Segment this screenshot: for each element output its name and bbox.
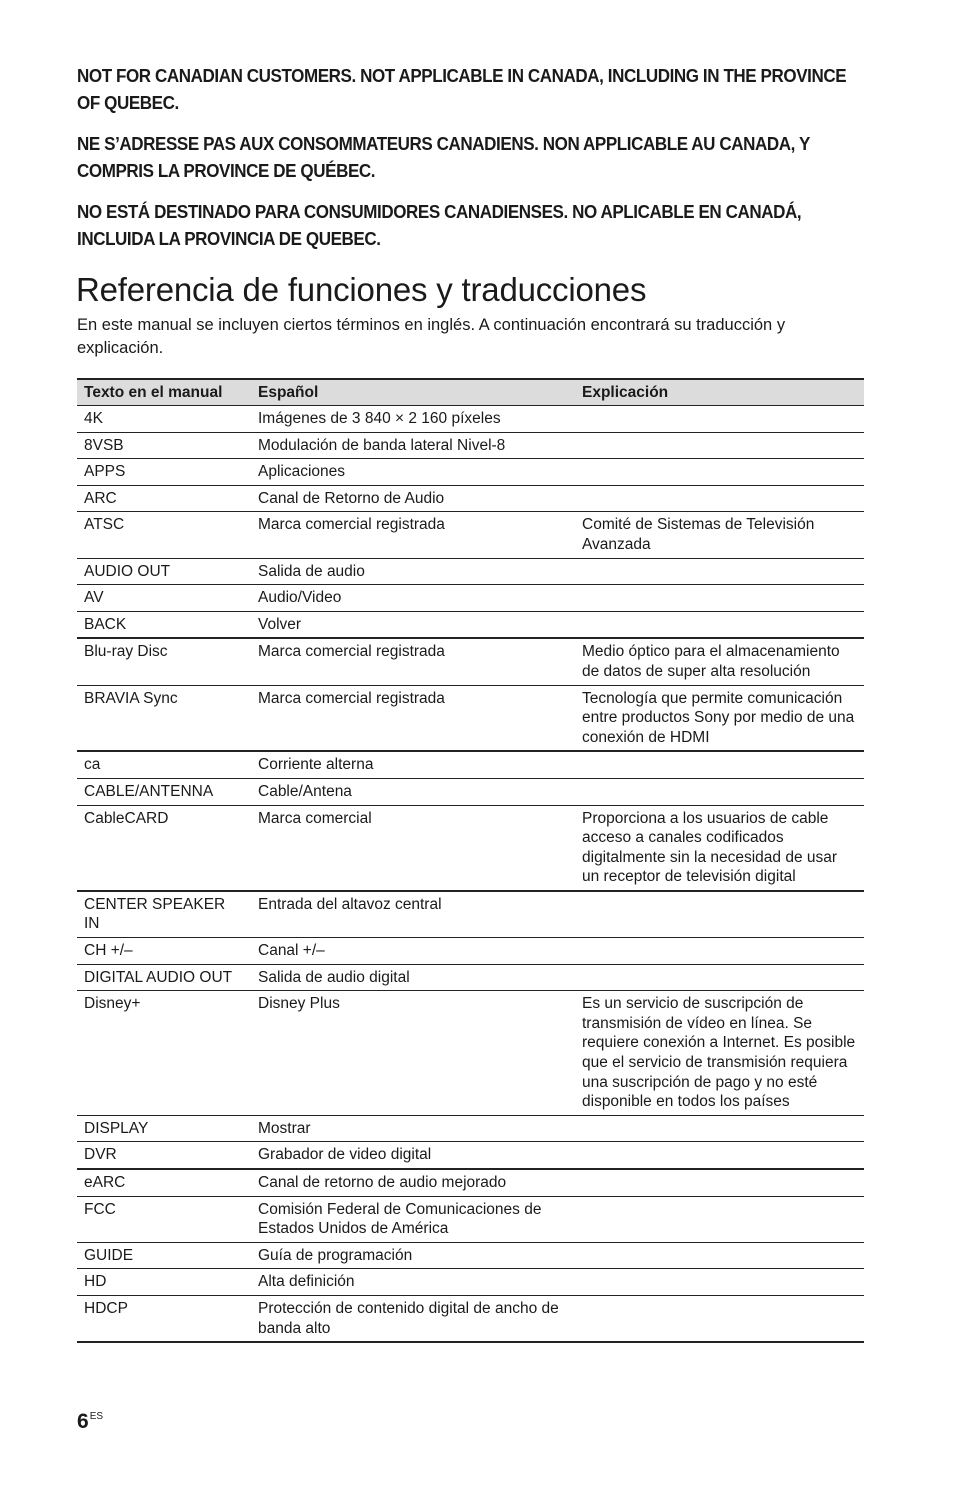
cell-manual-text: BRAVIA Sync — [77, 685, 251, 751]
cell-spanish: Grabador de video digital — [251, 1142, 575, 1169]
table-row — [77, 1169, 864, 1196]
cell-spanish: Marca comercial registrada — [251, 638, 575, 685]
cell-explanation — [575, 1269, 864, 1296]
table-row — [77, 512, 864, 558]
cell-explanation — [575, 432, 864, 459]
cell-explanation — [575, 558, 864, 585]
cell-explanation: Es un servicio de suscripción de transmisión de vídeo en línea. Se requiere conexión a Internet. Es posible que el servicio de transmisión requiera una suscripción de pago y no esté disponible en todos los países — [575, 991, 864, 1116]
cell-manual-text: AV — [77, 585, 251, 612]
header-manual-text: Texto en el manual — [77, 379, 251, 406]
cell-manual-text: Blu-ray Disc — [77, 638, 251, 685]
cell-manual-text: ATSC — [77, 512, 251, 558]
cell-manual-text: DVR — [77, 1142, 251, 1169]
cell-manual-text: CABLE/ANTENNA — [77, 778, 251, 805]
cell-explanation: Medio óptico para el almacenamiento de datos de super alta resolución — [575, 638, 864, 685]
cell-explanation — [575, 1142, 864, 1169]
cell-manual-text: CENTER SPEAKER IN — [77, 891, 251, 938]
table-row — [77, 611, 864, 638]
table-row — [77, 432, 864, 459]
cell-explanation: Proporciona a los usuarios de cable acceso a canales codificados digitalmente sin la necesidad de usar un receptor de televisión digital — [575, 805, 864, 891]
cell-manual-text: DISPLAY — [77, 1115, 251, 1142]
cell-manual-text: BACK — [77, 611, 251, 638]
cell-spanish: Salida de audio — [251, 558, 575, 585]
cell-manual-text: CableCARD — [77, 805, 251, 891]
cell-manual-text: HDCP — [77, 1295, 251, 1342]
cell-spanish: Marca comercial registrada — [251, 512, 575, 558]
cell-spanish: Comisión Federal de Comunicaciones de Estados Unidos de América — [251, 1196, 575, 1242]
cell-explanation — [575, 406, 864, 433]
cell-spanish: Mostrar — [251, 1115, 575, 1142]
cell-explanation — [575, 459, 864, 486]
table-header — [77, 379, 864, 406]
cell-spanish: Marca comercial — [251, 805, 575, 891]
table-row — [77, 1115, 864, 1142]
table-row — [77, 585, 864, 612]
notice-english: NOT FOR CANADIAN CUSTOMERS. NOT APPLICABLE IN CANADA, INCLUDING IN THE PROVINCE OF QUEBEC. — [77, 65, 847, 113]
notice-spanish: NO ESTÁ DESTINADO PARA CONSUMIDORES CANADIENSES. NO APLICABLE EN CANADÁ, INCLUIDA LA PROVINCIA DE QUEBEC. — [77, 201, 802, 249]
table-row — [77, 938, 864, 965]
intro-paragraph: En este manual se incluyen ciertos términos en inglés. A continuación encontrará su traducción y explicación. — [77, 316, 786, 357]
cell-manual-text: ARC — [77, 485, 251, 512]
table-row — [77, 891, 864, 938]
page-content — [77, 62, 864, 1343]
cell-spanish: Guía de programación — [251, 1242, 575, 1269]
table-row — [77, 459, 864, 486]
cell-spanish: Entrada del altavoz central — [251, 891, 575, 938]
cell-spanish: Alta definición — [251, 1269, 575, 1296]
header-spanish: Español — [251, 379, 575, 406]
table-row — [77, 406, 864, 433]
cell-manual-text: CH +/– — [77, 938, 251, 965]
cell-spanish: Aplicaciones — [251, 459, 575, 486]
cell-spanish: Modulación de banda lateral Nivel-8 — [251, 432, 575, 459]
cell-manual-text: 8VSB — [77, 432, 251, 459]
cell-explanation — [575, 1295, 864, 1342]
page-footer — [77, 1410, 103, 1434]
cell-manual-text: AUDIO OUT — [77, 558, 251, 585]
cell-explanation — [575, 611, 864, 638]
cell-explanation — [575, 938, 864, 965]
table-row — [77, 964, 864, 991]
cell-spanish: Disney Plus — [251, 991, 575, 1116]
notice-french: NE S’ADRESSE PAS AUX CONSOMMATEURS CANADIENS. NON APPLICABLE AU CANADA, Y COMPRIS LA PROVINCE DE QUÉBEC. — [77, 133, 810, 181]
cell-explanation — [575, 585, 864, 612]
table-row — [77, 1242, 864, 1269]
table-row — [77, 805, 864, 891]
table-row — [77, 1295, 864, 1342]
cell-spanish: Canal +/– — [251, 938, 575, 965]
cell-spanish: Imágenes de 3 840 × 2 160 píxeles — [251, 406, 575, 433]
cell-spanish: Corriente alterna — [251, 751, 575, 778]
cell-manual-text: GUIDE — [77, 1242, 251, 1269]
page-number: 6 — [77, 1410, 89, 1433]
cell-manual-text: 4K — [77, 406, 251, 433]
cell-manual-text: FCC — [77, 1196, 251, 1242]
cell-explanation: Comité de Sistemas de Televisión Avanzada — [575, 512, 864, 558]
table-row — [77, 685, 864, 751]
table-body — [77, 406, 864, 1343]
table-row — [77, 1269, 864, 1296]
cell-spanish: Audio/Video — [251, 585, 575, 612]
table-row — [77, 751, 864, 778]
cell-explanation: Tecnología que permite comunicación entre productos Sony por medio de una conexión de HDMI — [575, 685, 864, 751]
cell-spanish: Salida de audio digital — [251, 964, 575, 991]
page-title: Referencia de funciones y traducciones — [76, 271, 647, 308]
cell-explanation — [575, 964, 864, 991]
cell-manual-text: ca — [77, 751, 251, 778]
cell-manual-text: DIGITAL AUDIO OUT — [77, 964, 251, 991]
cell-explanation — [575, 1169, 864, 1196]
table-row — [77, 558, 864, 585]
cell-explanation — [575, 751, 864, 778]
cell-explanation — [575, 1115, 864, 1142]
cell-spanish: Canal de Retorno de Audio — [251, 485, 575, 512]
terms-table — [77, 378, 864, 1343]
table-row — [77, 778, 864, 805]
language-code: ES — [89, 1411, 104, 1422]
table-row — [77, 1196, 864, 1242]
table-row — [77, 638, 864, 685]
cell-manual-text: APPS — [77, 459, 251, 486]
cell-spanish: Volver — [251, 611, 575, 638]
cell-explanation — [575, 485, 864, 512]
cell-explanation — [575, 891, 864, 938]
cell-manual-text: HD — [77, 1269, 251, 1296]
cell-explanation — [575, 1242, 864, 1269]
cell-explanation — [575, 778, 864, 805]
table-row — [77, 1142, 864, 1169]
table-row — [77, 485, 864, 512]
cell-spanish: Canal de retorno de audio mejorado — [251, 1169, 575, 1196]
cell-spanish: Protección de contenido digital de ancho de banda alto — [251, 1295, 575, 1342]
header-row — [77, 379, 864, 406]
cell-manual-text: Disney+ — [77, 991, 251, 1116]
cell-spanish: Cable/Antena — [251, 778, 575, 805]
cell-explanation — [575, 1196, 864, 1242]
cell-spanish: Marca comercial registrada — [251, 685, 575, 751]
cell-manual-text: eARC — [77, 1169, 251, 1196]
table-row — [77, 991, 864, 1116]
header-explanation: Explicación — [575, 379, 864, 406]
